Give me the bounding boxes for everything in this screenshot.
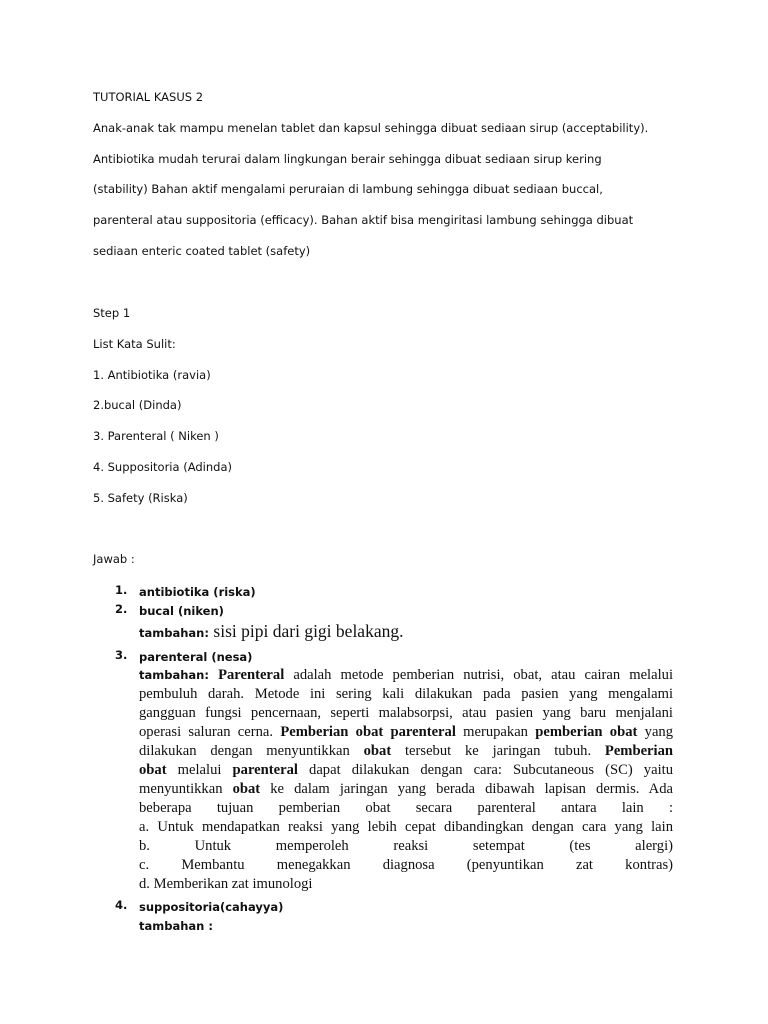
bold-term: pemberian obat xyxy=(535,724,638,740)
answer-label: bucal (niken) xyxy=(139,604,224,618)
list-heading: List Kata Sulit: xyxy=(93,337,176,351)
tambahan-label: tambahan: xyxy=(139,668,209,682)
answer-item-3 xyxy=(93,648,678,666)
text-run: adalah metode pemberian nutrisi, obat, atau cairan melalui xyxy=(293,667,673,683)
answer-number: 4. xyxy=(115,898,128,912)
answer-label: parenteral (nesa) xyxy=(139,650,253,664)
text-run: merupakan xyxy=(463,724,528,740)
intro-line-3: (stability) Bahan aktif mengalami peruraian di lambung sehingga dibuat sediaan buccal, xyxy=(93,182,603,196)
bold-term: obat xyxy=(363,743,392,759)
intro-line-5: sediaan enteric coated tablet (safety) xyxy=(93,244,311,258)
answer-2-tambahan xyxy=(93,621,678,642)
step-heading: Step 1 xyxy=(93,306,131,320)
bold-term: Pemberian xyxy=(604,743,673,759)
intro-line-4: parenteral atau suppositoria (efficacy). Bahan aktif bisa mengiritasi lambung sehingga dibuat xyxy=(93,213,634,227)
text-run: dilakukan dengan menyuntikkan xyxy=(139,743,350,759)
answer-label: suppositoria(cahayya) xyxy=(139,900,284,914)
intro-line-2: Antibiotika mudah terurai dalam lingkungan berair sehingga dibuat sediaan sirup kering xyxy=(93,152,602,166)
text-run: tersebut ke jaringan tubuh. xyxy=(405,743,592,759)
jawab-heading: Jawab : xyxy=(93,552,135,566)
bold-term: obat xyxy=(232,781,261,797)
text-run: melalui xyxy=(177,762,222,778)
answer-number: 1. xyxy=(115,583,128,597)
paragraph-line xyxy=(139,761,673,780)
answer-4-tambahan xyxy=(93,917,678,935)
tambahan-label: tambahan: xyxy=(139,626,209,640)
intro-line-1: Anak-anak tak mampu menelan tablet dan kapsul sehingga dibuat sediaan sirup (acceptability). xyxy=(93,121,649,135)
answer-item-2 xyxy=(93,602,678,620)
paragraph-line: pembuluh darah. Metode ini sering kali dilakukan pada pasien yang mengalami xyxy=(139,686,673,702)
text-run: yang xyxy=(644,724,674,740)
kata-sulit-item: 1. Antibiotika (ravia) xyxy=(93,368,211,382)
document-title: TUTORIAL KASUS 2 xyxy=(93,90,204,104)
kata-sulit-item: 4. Suppositoria (Adinda) xyxy=(93,460,232,474)
bold-term: parenteral xyxy=(232,762,298,778)
paragraph-line: c. Membantu menegakkan diagnosa (penyuntikan zat kontras) xyxy=(139,857,673,873)
paragraph-line: a. Untuk mendapatkan reaksi yang lebih cepat dibandingkan dengan cara yang lain xyxy=(139,819,673,835)
answer-item-1 xyxy=(93,583,678,601)
text-run: menyuntikkan xyxy=(139,781,223,797)
text-run: operasi saluran cerna. xyxy=(139,724,274,740)
answer-label: antibiotika (riska) xyxy=(139,585,256,599)
text-run: ke dalam jaringan yang berada dibawah lapisan dermis. Ada xyxy=(270,781,673,797)
kata-sulit-item: 2.bucal (Dinda) xyxy=(93,398,182,412)
paragraph-line xyxy=(139,666,673,685)
paragraph-line xyxy=(139,780,673,799)
answer-number: 3. xyxy=(115,648,128,662)
paragraph-line: gangguan fungsi pencernaan, seperti malabsorpsi, atau pasien yang baru menjalani xyxy=(139,705,673,721)
tambahan-label: tambahan : xyxy=(139,919,213,933)
paragraph-line: d. Memberikan zat imunologi xyxy=(139,876,313,892)
kata-sulit-item: 3. Parenteral ( Niken ) xyxy=(93,429,219,443)
bold-term: Parenteral xyxy=(218,667,285,683)
text-run: dapat dilakukan dengan cara: Subcutaneous (SC) yaitu xyxy=(309,762,673,778)
kata-sulit-item: 5. Safety (Riska) xyxy=(93,491,188,505)
bold-term: Pemberian obat parenteral xyxy=(280,724,456,740)
paragraph-line xyxy=(139,723,673,742)
answer-3-paragraph xyxy=(139,666,673,894)
paragraph-line: beberapa tujuan pemberian obat secara parenteral antara lain : xyxy=(139,800,673,816)
answer-item-4 xyxy=(93,898,678,916)
paragraph-line xyxy=(139,742,673,761)
paragraph-line: b. Untuk memperoleh reaksi setempat (tes alergi) xyxy=(139,838,673,854)
bold-term: obat xyxy=(139,762,167,778)
answer-number: 2. xyxy=(115,602,128,616)
tambahan-text: sisi pipi dari gigi belakang. xyxy=(213,621,404,641)
